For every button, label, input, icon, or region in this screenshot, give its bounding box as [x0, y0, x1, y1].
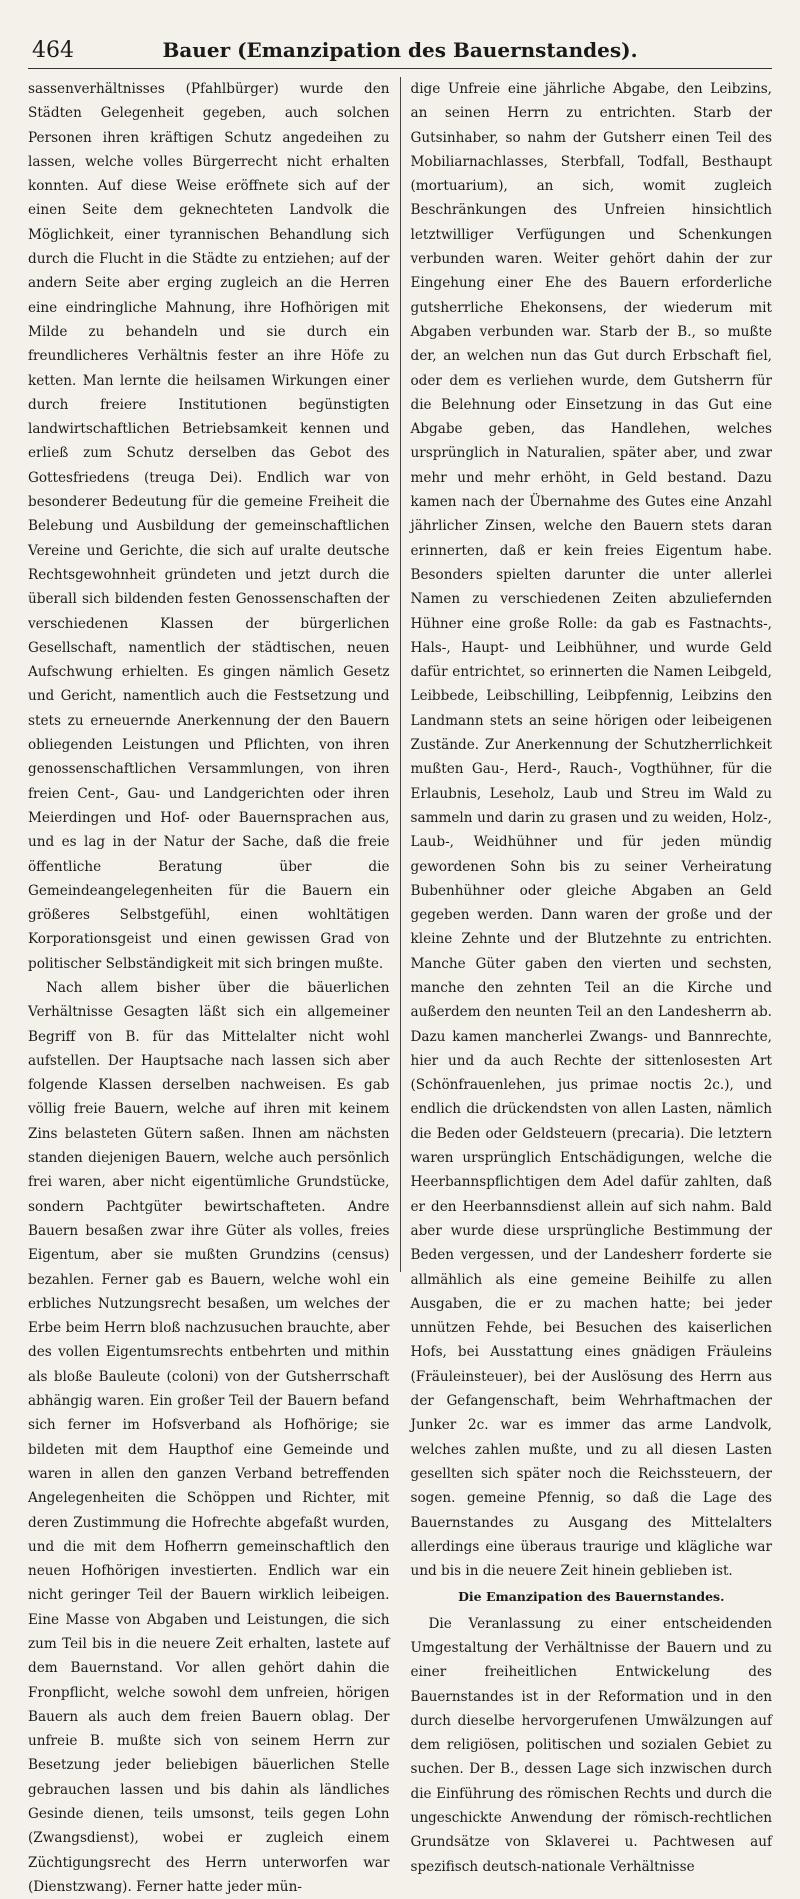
left-paragraph-1: sassenverhältnisses (Pfahlbürger) wurde den Städten Gelegenheit gegeben, auch solchen Personen ihren kräftigen Schutz angedeihen zu lassen, welche volles Bürgerrecht nicht erhalten konnten. Auf diese Weise eröffnete sich auf der einen Seite dem geknechteten Landvolk die Möglichkeit, einer tyrannischen Behandlung sich durch die Flucht in die Städte zu entziehen; auf der andern Seite aber erging zugleich an die Herren eine eindringliche Mahnung, ihre Hofhörigen mit Milde zu behandeln und sie durch ein freundlicheres Verhältnis fester an ihre Höfe zu ketten. Man lernte die heilsamen Wirkungen einer durch freiere Institutionen begünstigten landwirtschaftlichen Betriebsamkeit kennen und erließ zum Schutz derselben das Gebot des Gottesfriedens (treuga Dei). Endlich war von besonderer Bedeutung für die gemeine Freiheit die Belebung und Ausbildung der gemeinschaftlichen Vereine und Gerichte, die sich auf uralte deutsche Rechtsgewohnheit gründeten und jetzt durch die überall sich bildenden festen Genossenschaften der verschiedenen Klassen der bürgerlichen Gesellschaft, namentlich der städtischen, neuen Aufschwung erhielten. Es gingen nämlich Gesetz und Gericht, namentlich auch die Festsetzung und stets zu erneuernde Anerkennung der den Bauern obliegenden Leistungen und Pflichten, von ihren genossenschaftlichen Versammlungen, von ihren freien Cent-, Gau- und Landgerichten oder ihren Meierdingen und Hof- oder Bauernsprachen aus, und es lag in der Natur der Sache, daß die freie öffentliche Beratung über die Gemeindeangelegenheiten für die Bauern ein größeres Selbstgefühl, einen wohltätigen Korporationsgeist und einen gewissen Grad von politischer Selbständigkeit mit sich bringen mußte.	[28, 81, 390, 972]
page-number: 464	[32, 38, 74, 63]
section-heading: Die Emanzipation des Bauernstandes.	[458, 1589, 725, 1605]
text-columns	[28, 77, 772, 1895]
running-head-title: Bauer (Emanzipation des Bauernstandes).	[162, 38, 638, 62]
column-divider	[400, 77, 401, 1272]
left-column	[28, 77, 390, 1895]
right-paragraph-2: Die Veranlassung zu einer entscheidenden Umgestaltung der Verhältnisse der Bauern und zu einer freiheitlichen Entwickelung des Bauernstandes ist in der Reformation und in den durch dieselbe hervorgerufenen Umwälzungen auf dem religiösen, politischen und sozialen Gebiet zu suchen. Der B., dessen Lage sich inzwischen durch die Einführung des römischen Rechts und durch die ungeschickte Anwendung der römisch-rechtlichen Grundsätze von Sklaverei u. Pachtwesen auf spezifisch deutsch-nationale Verhältnisse	[410, 1615, 772, 1875]
right-column	[410, 77, 773, 1875]
right-paragraph-1: dige Unfreie eine jährliche Abgabe, den Leibzins, an seinen Herrn zu entrichten. Starb der Gutsinhaber, so nahm der Gutsherr einen Teil des Mobiliarnachlasses, Sterbfall, Todfall, Besthaupt (mortuarium), an sich, womit zugleich Beschränkungen des Unfreien hinsichtlich letztwilliger Verfügungen und Schenkungen verbunden waren. Weiter gehört dahin der zur Eingehung einer Ehe des Bauern erforderliche gutsherrliche Ehekonsens, der wiederum mit Abgaben verbunden war. Starb der B., so mußte der, an welchen nun das Gut durch Erbschaft fiel, oder dem es verliehen wurde, dem Gutsherrn für die Belehnung oder Einsetzung in das Gut eine Abgabe geben, das Handlehen, welches ursprünglich in Naturalien, später aber, und zwar mehr und mehr erhöht, in Geld bestand. Dazu kamen nach der Übernahme des Gutes eine Anzahl jährlicher Zinsen, welche den Bauern stets daran erinnerten, daß er kein freies Eigentum habe. Besonders spielten darunter die unter allerlei Namen zu verschiedenen Zeiten abzuliefernden Hühner eine große Rolle: da gab es Fastnachts-, Hals-, Haupt- und Leibhühner, und wurde Geld dafür entrichtet, so erinnerten die Namen Leibgeld, Leibbede, Leibschilling, Leibpfennig, Leibzins den Landmann stets an seine hörigen oder leibeigenen Zustände. Zur Anerkennung der Schutzherrlichkeit mußten Gau-, Herd-, Rauch-, Vogthühner, für die Erlaubnis, Leseholz, Laub und Streu im Wald zu sammeln und darin zu grasen und zu weiden, Holz-, Laub-, Weidhühner und für jeden mündig gewordenen Sohn bis zu seiner Verheiratung Bubenhühner oder gleiche Abgaben an Geld gegeben werden. Dann waren der große und der kleine Zehnte und der Blutzehnte zu entrichten. Manche Güter gaben den vierten und sechsten, manche den zehnten Teil an die Kirche und außerdem den neunten Teil an den Landesherrn ab. Dazu kamen mancherlei Zwangs- und Bannrechte, hier und da auch Rechte der sittenlosesten Art (Schönfrauenlehen, jus primae noctis 2c.), und endlich die drückendsten von allen Lasten, nämlich die Beden oder Geldsteuern (precaria). Die letztern waren ursprünglich Entschädigungen, welche die Heerbannspflichtigen dem Adel dafür zahlten, daß er den Heerbannsdienst allein auf sich nahm. Bald aber wurde diese ursprüngliche Bestimmung der Beden vergessen, und der Landesherr forderte sie allmählich als eine gemeine Beihilfe zu allen Ausgaben, die er zu machen hatte; bei jeder unnützen Fehde, bei Besuchen des kaiserlichen Hofs, bei Ausstattung eines gnädigen Fräuleins (Fräuleinsteuer), bei der Auslösung des Herrn aus der Gefangenschaft, beim Wehrhaftmachen der Junker 2c. war es immer das arme Landvolk, welches zahlen mußte, und zu all diesen Lasten gesellten sich später noch die Reichssteuern, der sogen. gemeine Pfennig, so daß die Lage des Bauernstandes zu Ausgang des Mittelalters allerdings eine überaus traurige und klägliche war und bis in die neuere Zeit hinein geblieben ist.	[410, 81, 772, 1580]
left-paragraph-2: Nach allem bisher über die bäuerlichen Verhältnisse Gesagten läßt sich ein allgemeiner Begriff von B. für das Mittelalter nicht wohl aufstellen. Der Hauptsache nach lassen sich aber folgende Klassen derselben nachweisen. Es gab völlig freie Bauern, welche auf ihren mit keinem Zins belasteten Gütern saßen. Ihnen am nächsten standen diejenigen Bauern, welche auch persönlich frei waren, aber nicht eigentümliche Grundstücke, sondern Pachtgüter bewirtschafteten. Andre Bauern besaßen zwar ihre Güter als volles, freies Eigentum, aber sie mußten Grundzins (census) bezahlen. Ferner gab es Bauern, welche wohl ein erbliches Nutzungsrecht besaßen, um welches der Erbe beim Herrn bloß nachzusuchen brauchte, aber des vollen Eigentumsrechts entbehrten und mithin als bloße Bauleute (coloni) von der Gutsherrschaft abhängig waren. Ein großer Teil der Bauern befand sich ferner im Hofsverband als Hofhörige; sie bildeten mit dem Haupthof eine Gemeinde und waren in allen den ganzen Verband betreffenden Angelegenheiten die Schöppen und Richter, mit deren Zustimmung die Hofrechte abgefaßt wurden, und die mit dem Hofherrn gemeinschaftlich den neuen Hofhörigen investierten. Endlich war ein nicht geringer Teil der Bauern wirklich leibeigen. Eine Masse von Abgaben und Leistungen, die sich zum Teil bis in die neuere Zeit erhalten, lastete auf dem Bauernstand. Vor allen gehört dahin die Fronpflicht, welche sowohl dem unfreien, hörigen Bauern als auch dem freien Bauern oblag. Der unfreie B. mußte sich von seinem Herrn zur Besetzung jeder beliebigen bäuerlichen Stelle gebrauchen lassen und bis dahin als ländliches Gesinde dienen, teils umsonst, teils gegen Lohn (Zwangsdienst), wobei er zugleich einem Züchtigungsrecht des Herrn unterworfen war (Dienstzwang). Ferner hatte jeder mün-	[28, 979, 390, 1895]
page-header	[28, 32, 772, 69]
